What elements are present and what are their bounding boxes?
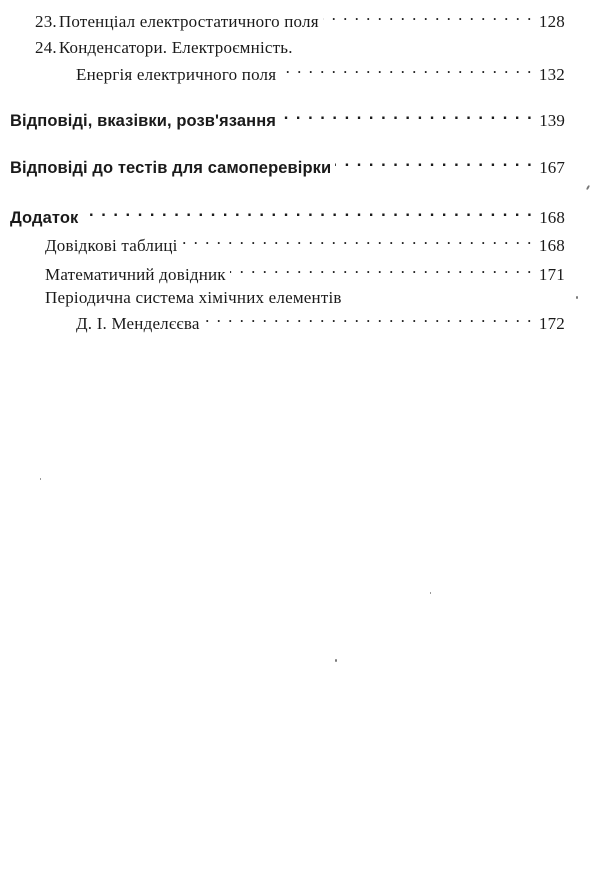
toc-item-title-continued: Енергія електричного поля (76, 65, 277, 84)
toc-section-title: Додаток (10, 209, 79, 227)
toc-item-title: Математичний довідник (45, 265, 226, 284)
toc-section-title: Відповіді до тестів для самоперевірки (10, 159, 332, 177)
toc-appendix-item (45, 260, 565, 285)
leader-dots (82, 203, 533, 223)
leader-dots (323, 7, 533, 27)
toc-item-24-line2 (76, 60, 565, 85)
scan-speck (586, 185, 590, 190)
toc-item-23 (35, 7, 565, 32)
toc-page-number: 167 (539, 158, 565, 177)
toc-page-number: 172 (538, 314, 565, 333)
toc-page-number: 168 (538, 236, 565, 255)
leader-dots (280, 106, 533, 126)
toc-item-title-continued: Д. І. Менделєєва (76, 314, 200, 333)
toc-item-number: 23. (35, 12, 57, 31)
toc-item-24-line1 (35, 38, 293, 58)
toc-item-title: Періодична система хімічних елементів (45, 288, 342, 307)
toc-item-number: 24. (35, 38, 57, 57)
toc-periodic-line1 (45, 288, 342, 308)
scan-speck (430, 592, 431, 594)
toc-page-number: 132 (538, 65, 565, 84)
leader-dots (280, 60, 533, 80)
toc-section-title: Відповіді, вказівки, розв'язання (10, 112, 277, 130)
toc-test-answers (10, 153, 565, 178)
toc-appendix (10, 203, 565, 228)
leader-dots (204, 309, 533, 329)
toc-item-title: Потенціал електростатичного поля (58, 12, 319, 31)
toc-item-title: Конденсатори. Електроємність. (58, 38, 293, 57)
toc-page-number: 128 (538, 12, 565, 31)
toc-page-number: 171 (538, 265, 565, 284)
leader-dots (230, 260, 533, 280)
toc-page-number: 139 (539, 111, 565, 130)
toc-page-number: 168 (539, 208, 565, 227)
scan-speck (40, 478, 41, 480)
scan-speck (335, 659, 337, 662)
toc-answers (10, 106, 565, 131)
scan-speck (576, 296, 578, 299)
toc-appendix-item (45, 231, 565, 256)
leader-dots (335, 153, 533, 173)
toc-periodic-line2 (76, 309, 565, 334)
leader-dots (182, 231, 533, 251)
toc-item-title: Довідкові таблиці (45, 236, 178, 255)
